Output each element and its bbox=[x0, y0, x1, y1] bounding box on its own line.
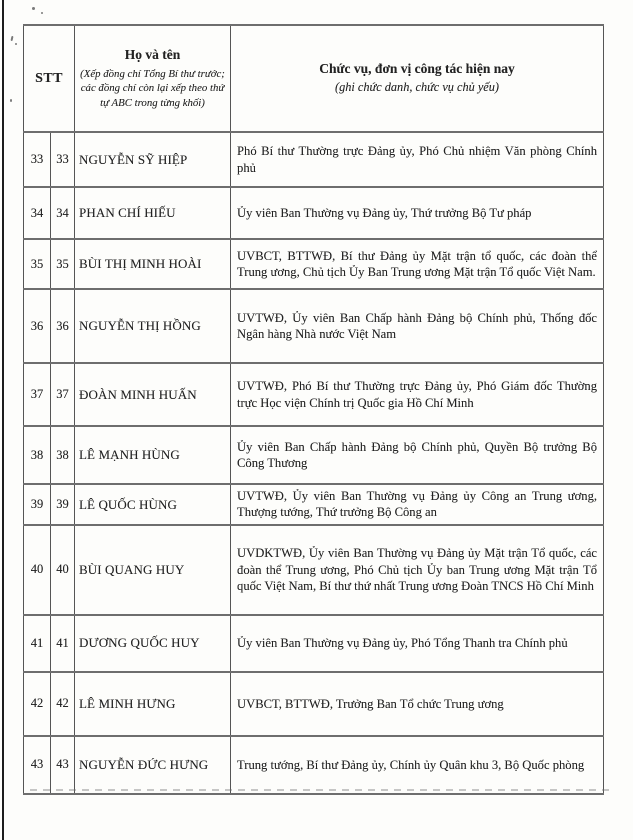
page-edge-line bbox=[2, 0, 4, 840]
table-row bbox=[24, 672, 604, 736]
position-cell: UVBCT, BTTWĐ, Trưởng Ban Tổ chức Trung ương bbox=[231, 672, 604, 736]
name-cell: NGUYỄN THỊ HỒNG bbox=[75, 289, 231, 363]
table-row bbox=[24, 615, 604, 672]
header-name bbox=[75, 25, 231, 132]
stt-cell-right: 39 bbox=[51, 484, 75, 525]
table-row bbox=[24, 426, 604, 484]
position-cell: Trung tướng, Bí thư Đảng ủy, Chính ủy Quân khu 3, Bộ Quốc phòng bbox=[231, 736, 604, 794]
header-position-subtitle: (ghi chức danh, chức vụ chủ yếu) bbox=[335, 80, 500, 95]
name-cell: NGUYỄN ĐỨC HƯNG bbox=[75, 736, 231, 794]
stt-cell-right: 38 bbox=[51, 426, 75, 484]
stt-cell-right: 40 bbox=[51, 525, 75, 615]
stt-cell-right: 34 bbox=[51, 187, 75, 239]
officials-table bbox=[23, 24, 604, 795]
stt-cell-left: 43 bbox=[24, 736, 51, 794]
name-cell: BÙI THỊ MINH HOÀI bbox=[75, 239, 231, 289]
header-stt: STT bbox=[24, 25, 75, 132]
position-cell: Ủy viên Ban Thường vụ Đảng ủy, Thứ trưởng Bộ Tư pháp bbox=[231, 187, 604, 239]
stt-cell-left: 33 bbox=[24, 132, 51, 187]
name-cell: NGUYỄN SỸ HIỆP bbox=[75, 132, 231, 187]
position-cell: UVTWĐ, Phó Bí thư Thường trực Đảng ủy, Phó Giám đốc Thường trực Học viện Chính trị Quốc gia Hồ Chí Minh bbox=[231, 363, 604, 426]
stt-cell-right: 41 bbox=[51, 615, 75, 672]
stt-cell-left: 39 bbox=[24, 484, 51, 525]
position-cell: UVDKTWĐ, Ủy viên Ban Thường vụ Đảng ủy Mặt trận Tổ quốc, các đoàn thể Trung ương, Phó Chủ tịch Ủy ban Trung ương Mặt trận Tổ quốc Việt Nam, Bí thư thứ nhất Trung ương Đoàn TNCS Hồ Chí Minh bbox=[231, 525, 604, 615]
table-row bbox=[24, 289, 604, 363]
table-row bbox=[24, 363, 604, 426]
stt-cell-left: 41 bbox=[24, 615, 51, 672]
name-cell: LÊ MINH HƯNG bbox=[75, 672, 231, 736]
stt-cell-left: 38 bbox=[24, 426, 51, 484]
header-position-title: Chức vụ, đơn vị công tác hiện nay bbox=[319, 60, 515, 76]
scan-smudge-band bbox=[30, 789, 612, 791]
stt-cell-right: 36 bbox=[51, 289, 75, 363]
name-cell: LÊ MẠNH HÙNG bbox=[75, 426, 231, 484]
name-cell: LÊ QUỐC HÙNG bbox=[75, 484, 231, 525]
header-row bbox=[24, 25, 604, 132]
table-row bbox=[24, 736, 604, 794]
table-body bbox=[24, 132, 604, 794]
scan-speck bbox=[10, 99, 12, 102]
position-cell: UVTWĐ, Ủy viên Ban Chấp hành Đảng bộ Chính phủ, Thống đốc Ngân hàng Nhà nước Việt Nam bbox=[231, 289, 604, 363]
header-name-title: Họ và tên bbox=[124, 47, 181, 63]
table-row bbox=[24, 525, 604, 615]
scan-speck bbox=[15, 43, 17, 45]
position-cell: Phó Bí thư Thường trực Đảng ủy, Phó Chủ nhiệm Văn phòng Chính phủ bbox=[231, 132, 604, 187]
position-cell: Ủy viên Ban Chấp hành Đảng bộ Chính phủ, Quyền Bộ trưởng Bộ Công Thương bbox=[231, 426, 604, 484]
name-cell: ĐOÀN MINH HUẤN bbox=[75, 363, 231, 426]
stt-cell-left: 36 bbox=[24, 289, 51, 363]
stt-cell-right: 35 bbox=[51, 239, 75, 289]
position-cell: Ủy viên Ban Thường vụ Đảng ủy, Phó Tổng Thanh tra Chính phủ bbox=[231, 615, 604, 672]
scan-speck bbox=[32, 7, 35, 10]
stt-cell-right: 33 bbox=[51, 132, 75, 187]
stt-cell-right: 37 bbox=[51, 363, 75, 426]
name-cell: BÙI QUANG HUY bbox=[75, 525, 231, 615]
header-name-subtitle: (Xếp đồng chí Tổng Bí thư trước; các đồng chí còn lại xếp theo thứ tự ABC trong từng khối) bbox=[80, 68, 225, 109]
stt-cell-right: 43 bbox=[51, 736, 75, 794]
table-row bbox=[24, 132, 604, 187]
stt-cell-left: 35 bbox=[24, 239, 51, 289]
stt-cell-left: 42 bbox=[24, 672, 51, 736]
scan-speck bbox=[41, 12, 43, 14]
scan-speck bbox=[11, 36, 14, 41]
position-cell: UVBCT, BTTWĐ, Bí thư Đảng ủy Mặt trận tổ quốc, các đoàn thể Trung ương, Chủ tịch Ủy Ban Trung ương Mặt trận Tổ quốc Việt Nam. bbox=[231, 239, 604, 289]
table-row bbox=[24, 239, 604, 289]
header-position bbox=[231, 25, 604, 132]
name-cell: DƯƠNG QUỐC HUY bbox=[75, 615, 231, 672]
stt-cell-left: 34 bbox=[24, 187, 51, 239]
stt-cell-right: 42 bbox=[51, 672, 75, 736]
name-cell: PHAN CHÍ HIẾU bbox=[75, 187, 231, 239]
stt-cell-left: 37 bbox=[24, 363, 51, 426]
table-row bbox=[24, 187, 604, 239]
table-row bbox=[24, 484, 604, 525]
stt-cell-left: 40 bbox=[24, 525, 51, 615]
position-cell: UVTWĐ, Ủy viên Ban Thường vụ Đảng ủy Công an Trung ương, Thượng tướng, Thứ trưởng Bộ Công an bbox=[231, 484, 604, 525]
